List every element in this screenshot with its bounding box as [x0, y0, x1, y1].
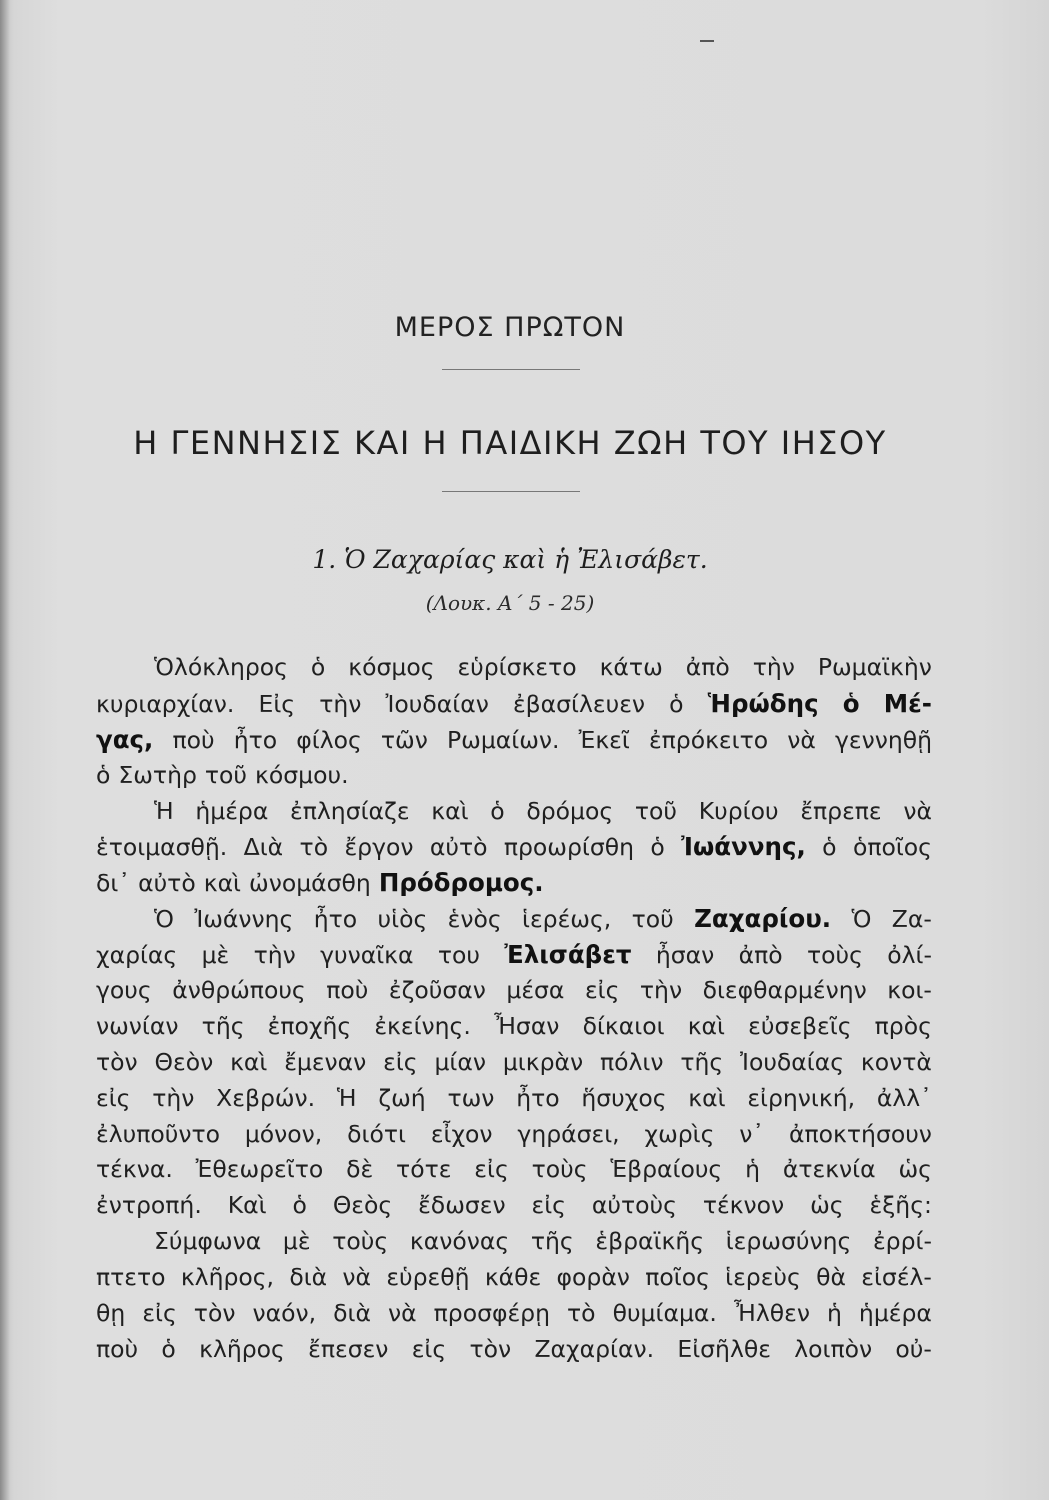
word: τὸν — [96, 1047, 138, 1076]
word: τῆς — [201, 1011, 245, 1040]
word: γους — [96, 976, 152, 1005]
word: Χεβρών. — [216, 1083, 316, 1112]
word: ὁποῖος — [852, 833, 932, 862]
word: Ἰουδαίας — [740, 1047, 845, 1076]
word: ἀποκτήσουν — [789, 1119, 932, 1148]
text-line — [96, 1045, 932, 1081]
divider-rule — [442, 369, 580, 370]
word: καὶ — [203, 869, 242, 898]
word: διὰ — [289, 1263, 328, 1292]
text-line — [96, 722, 932, 758]
word: ἡ — [745, 1155, 760, 1184]
text-line — [96, 1332, 932, 1368]
body-text — [96, 650, 932, 1368]
word: Ἑβραίους — [610, 1155, 723, 1184]
word: Ἡ — [336, 1083, 357, 1112]
main-title: Η ΓΕΝΝΗΣΙΣ ΚΑΙ Η ΠΑΙΔΙΚΗ ΖΩΗ ΤΟΥ ΙΗΣΟΥ — [133, 424, 887, 462]
word: δὲ — [346, 1155, 374, 1184]
text-line — [96, 1260, 932, 1296]
word: τὸ — [299, 833, 329, 862]
word: ἦτο — [516, 1083, 560, 1112]
word: κόσμος — [348, 653, 435, 681]
word: καὶ — [230, 1047, 268, 1076]
word: ὀλί- — [887, 941, 932, 970]
text-line — [96, 865, 932, 901]
word: τοῦ — [634, 796, 678, 825]
word: Ἐκεῖ — [578, 725, 630, 754]
word: Θεὸς — [332, 1191, 393, 1220]
word: νὰ — [903, 796, 932, 825]
word: ἡμέρα — [858, 1299, 932, 1328]
word: εἰς — [474, 1155, 509, 1184]
word: ποὺ — [172, 725, 215, 754]
word: ἑξῆς: — [869, 1191, 932, 1220]
word: αὐτὸ — [429, 833, 488, 862]
word: ἀπὸ — [738, 941, 783, 970]
word: αὐτὸ — [138, 869, 196, 898]
page-edge-shadow — [0, 0, 10, 1500]
word: χωρὶς — [644, 1119, 715, 1148]
text-line — [96, 901, 932, 937]
word: κλῆρος — [199, 1334, 285, 1363]
word: μὲ — [201, 941, 230, 970]
text-line — [96, 1224, 932, 1260]
word: Εἰσῆλθε — [677, 1334, 771, 1363]
word: Διὰ — [243, 833, 284, 862]
chapter-reference: (Λουκ. Α΄ 5 - 25) — [425, 591, 595, 615]
word: ἐντροπή. — [96, 1191, 202, 1220]
text-line — [96, 758, 932, 794]
word: δι᾿ — [96, 869, 131, 898]
word: κάθε — [484, 1263, 542, 1292]
emphasized-name: Πρόδρομος. — [378, 868, 544, 898]
word: εἰς — [531, 1191, 566, 1220]
word: μόνον, — [244, 1119, 323, 1148]
text-line — [96, 686, 932, 722]
word: ἐβασίλευεν — [512, 689, 646, 718]
word: μὲ — [282, 1227, 311, 1256]
word: εὑρίσκετο — [457, 653, 577, 681]
emphasized-name: ὁ — [842, 688, 860, 718]
chapter-heading: 1. Ὁ Ζαχαρίας καὶ ἡ Ἐλισάβετ. — [312, 545, 708, 574]
word: ἔδωσεν — [418, 1191, 506, 1220]
word: διὰ — [333, 1299, 371, 1328]
word: πόλιν — [599, 1047, 664, 1076]
word: κοντὰ — [860, 1047, 932, 1076]
text-line — [96, 1296, 932, 1332]
word: ὁ — [161, 1334, 176, 1363]
word: ἔργον — [344, 833, 414, 862]
word: Ρωμαϊκὴν — [817, 653, 932, 681]
word: ἑνὸς — [447, 905, 502, 934]
word: ὁ — [292, 1191, 307, 1220]
word: εἶχον — [430, 1119, 493, 1148]
word: Ζαχαρίαν. — [534, 1334, 655, 1363]
word: κανόνας — [409, 1227, 510, 1256]
word: ὡς — [810, 1191, 844, 1220]
word: Ὁλόκληρος — [154, 653, 288, 681]
word: ἡμέρα — [195, 796, 269, 825]
word: ἀνθρώπους — [172, 976, 306, 1005]
emphasized-name: Ἰωάννης, — [681, 832, 806, 862]
word: νὰ — [787, 725, 816, 754]
word: Ὁ — [154, 905, 174, 934]
text-line — [96, 1009, 932, 1045]
word: γηράσει, — [517, 1119, 620, 1148]
word: χαρίας — [96, 941, 178, 970]
word: Ἦλθεν — [733, 1299, 810, 1328]
word: ἐπρόκειτο — [648, 725, 769, 754]
word: υἱὸς — [377, 905, 428, 934]
word: ὁ — [650, 833, 665, 862]
word: μέσα — [506, 976, 565, 1005]
part-title: ΜΕΡΟΣ ΠΡΩΤΟΝ — [394, 312, 626, 343]
word: τὴν — [752, 653, 795, 681]
word: ὁ — [822, 833, 837, 862]
word: κόσμου. — [255, 760, 349, 789]
word: των — [447, 1083, 495, 1112]
word: οὐ- — [895, 1334, 932, 1363]
word: κοι- — [887, 976, 932, 1005]
word: ἐζοῦσαν — [388, 976, 486, 1005]
word: ὁ — [96, 760, 111, 789]
word: νὰ — [342, 1263, 372, 1292]
word: τὴν — [253, 941, 296, 970]
word: εὐσεβεῖς — [748, 1011, 852, 1040]
word: ἑβραϊκῆς — [595, 1227, 705, 1256]
word: τοῦ — [204, 760, 248, 789]
text-line — [96, 1081, 932, 1117]
word: θὰ — [816, 1263, 846, 1292]
word: ποῖος — [645, 1263, 710, 1292]
word: εἰς — [142, 1299, 177, 1328]
word: Ζα- — [891, 905, 932, 934]
word: ναόν, — [252, 1299, 317, 1328]
word: ἱερεὺς — [725, 1263, 801, 1292]
word: Κυρίου — [698, 796, 779, 825]
word: τῶν — [380, 725, 428, 754]
word: τοῦ — [631, 905, 674, 934]
word: νὰ — [387, 1299, 417, 1328]
word: κυριαρχίαν. — [96, 689, 235, 718]
emphasized-name: Ἐλισάβετ — [504, 940, 632, 970]
word: ὁ — [310, 653, 326, 681]
print-mark — [700, 40, 714, 42]
word: ἦτο — [313, 905, 358, 934]
word: μικρὰν — [502, 1047, 584, 1076]
emphasized-name: Ἡρώδης — [707, 688, 819, 718]
text-line — [96, 1117, 932, 1153]
word: ἔμεναν — [284, 1047, 367, 1076]
word: ἐρρί- — [872, 1227, 932, 1256]
word: διότι — [347, 1119, 406, 1148]
word: Σωτὴρ — [118, 760, 197, 789]
word: εἰς — [411, 1334, 447, 1363]
word: ὠνομάσθη — [249, 869, 371, 898]
word: τὸ — [567, 1299, 596, 1328]
word: Σύμφωνα — [154, 1227, 262, 1256]
text-line — [96, 794, 932, 830]
word: τὴν — [639, 976, 683, 1005]
text-line — [96, 650, 932, 686]
word: προσφέρῃ — [433, 1299, 550, 1328]
word: τὸν — [469, 1334, 512, 1363]
word: κλῆρος, — [180, 1263, 275, 1292]
word: ὡς — [898, 1155, 932, 1184]
text-line — [96, 973, 932, 1009]
word: νωνίαν — [96, 1011, 179, 1040]
word: Καὶ — [227, 1191, 267, 1220]
word: Ἰωάννης — [194, 905, 294, 934]
word: εἰσέλ- — [861, 1263, 932, 1292]
word: τῆς — [530, 1227, 574, 1256]
word: πτετο — [96, 1263, 166, 1292]
word: Ἦσαν — [493, 1011, 560, 1040]
word: ὁ — [669, 689, 684, 718]
word: Εἰς — [258, 689, 296, 718]
word: εἰς — [96, 1083, 131, 1112]
word: ἐπλησίαζε — [290, 796, 410, 825]
word: δρόμος — [526, 796, 614, 825]
emphasized-name: Ζαχαρίου. — [694, 904, 832, 934]
word: ἀλλ᾿ — [876, 1083, 932, 1112]
word: τὴν — [152, 1083, 195, 1112]
word: ἡ — [826, 1299, 842, 1328]
word: πρὸς — [874, 1011, 932, 1040]
word: μίαν — [434, 1047, 486, 1076]
word: καὶ — [687, 1011, 725, 1040]
word: ἐκείνης. — [374, 1011, 471, 1040]
word: εἰς — [584, 976, 620, 1005]
word: δίκαιοι — [582, 1011, 665, 1040]
word: τοὺς — [531, 1155, 588, 1184]
word: ἐλυποῦντο — [96, 1119, 220, 1148]
word: τέκνον — [702, 1191, 785, 1220]
word: τότε — [396, 1155, 452, 1184]
word: ἀπὸ — [685, 653, 730, 681]
word: θῃ — [96, 1299, 126, 1328]
word: ἑτοιμασθῇ. — [96, 833, 228, 862]
word: κάτω — [599, 653, 663, 681]
word: τὴν — [319, 689, 362, 718]
word: λοιπὸν — [794, 1334, 873, 1363]
word: εἰς — [383, 1047, 418, 1076]
word: ζωή — [378, 1083, 426, 1112]
word: καὶ — [688, 1083, 726, 1112]
word: ν᾿ — [739, 1119, 765, 1148]
word: ποὺ — [96, 1334, 139, 1363]
text-line — [96, 829, 932, 865]
word: αὐτοὺς — [591, 1191, 677, 1220]
emphasized-name: γας, — [96, 724, 154, 754]
word: του — [437, 941, 480, 970]
word: εἰρηνική, — [747, 1083, 856, 1112]
word: ἦσαν — [655, 941, 715, 970]
word: τέκνα. — [96, 1155, 173, 1184]
word: καὶ — [431, 796, 469, 825]
word: Ἡ — [154, 796, 174, 825]
word: τοὺς — [806, 941, 863, 970]
word: ὁ — [490, 796, 505, 825]
word: τῆς — [680, 1047, 724, 1076]
text-line — [96, 1152, 932, 1188]
word: φίλος — [296, 725, 362, 754]
word: προωρίσθη — [503, 833, 635, 862]
word: ἦτο — [233, 725, 278, 754]
word: ἥσυχος — [581, 1083, 667, 1112]
word: ἐποχῆς — [267, 1011, 352, 1040]
text-line — [96, 1188, 932, 1224]
word: γεννηθῇ — [834, 725, 932, 754]
word: ἔπεσεν — [308, 1334, 389, 1363]
word: τοὺς — [332, 1227, 389, 1256]
word: γυναῖκα — [320, 941, 414, 970]
word: ἱερέως, — [522, 905, 612, 934]
word: Ὁ — [851, 905, 872, 934]
word: Ἐθεωρεῖτο — [195, 1155, 324, 1184]
word: φορὰν — [556, 1263, 630, 1292]
word: ἀτεκνία — [782, 1155, 876, 1184]
word: εὑρεθῇ — [386, 1263, 470, 1292]
divider-rule — [442, 491, 580, 492]
word: θυμίαμα. — [612, 1299, 717, 1328]
word: ἱερωσύνης — [725, 1227, 852, 1256]
word: διεφθαρμένην — [702, 976, 867, 1005]
word: Ἰουδαίαν — [385, 689, 489, 718]
word: ποὺ — [326, 976, 369, 1005]
text-line — [96, 937, 932, 973]
word: Ρωμαίων. — [446, 725, 560, 754]
word: τὸν — [193, 1299, 236, 1328]
word: ἔπρεπε — [800, 796, 882, 825]
word: Θεὸν — [154, 1047, 214, 1076]
emphasized-name: Μέ- — [883, 688, 932, 718]
